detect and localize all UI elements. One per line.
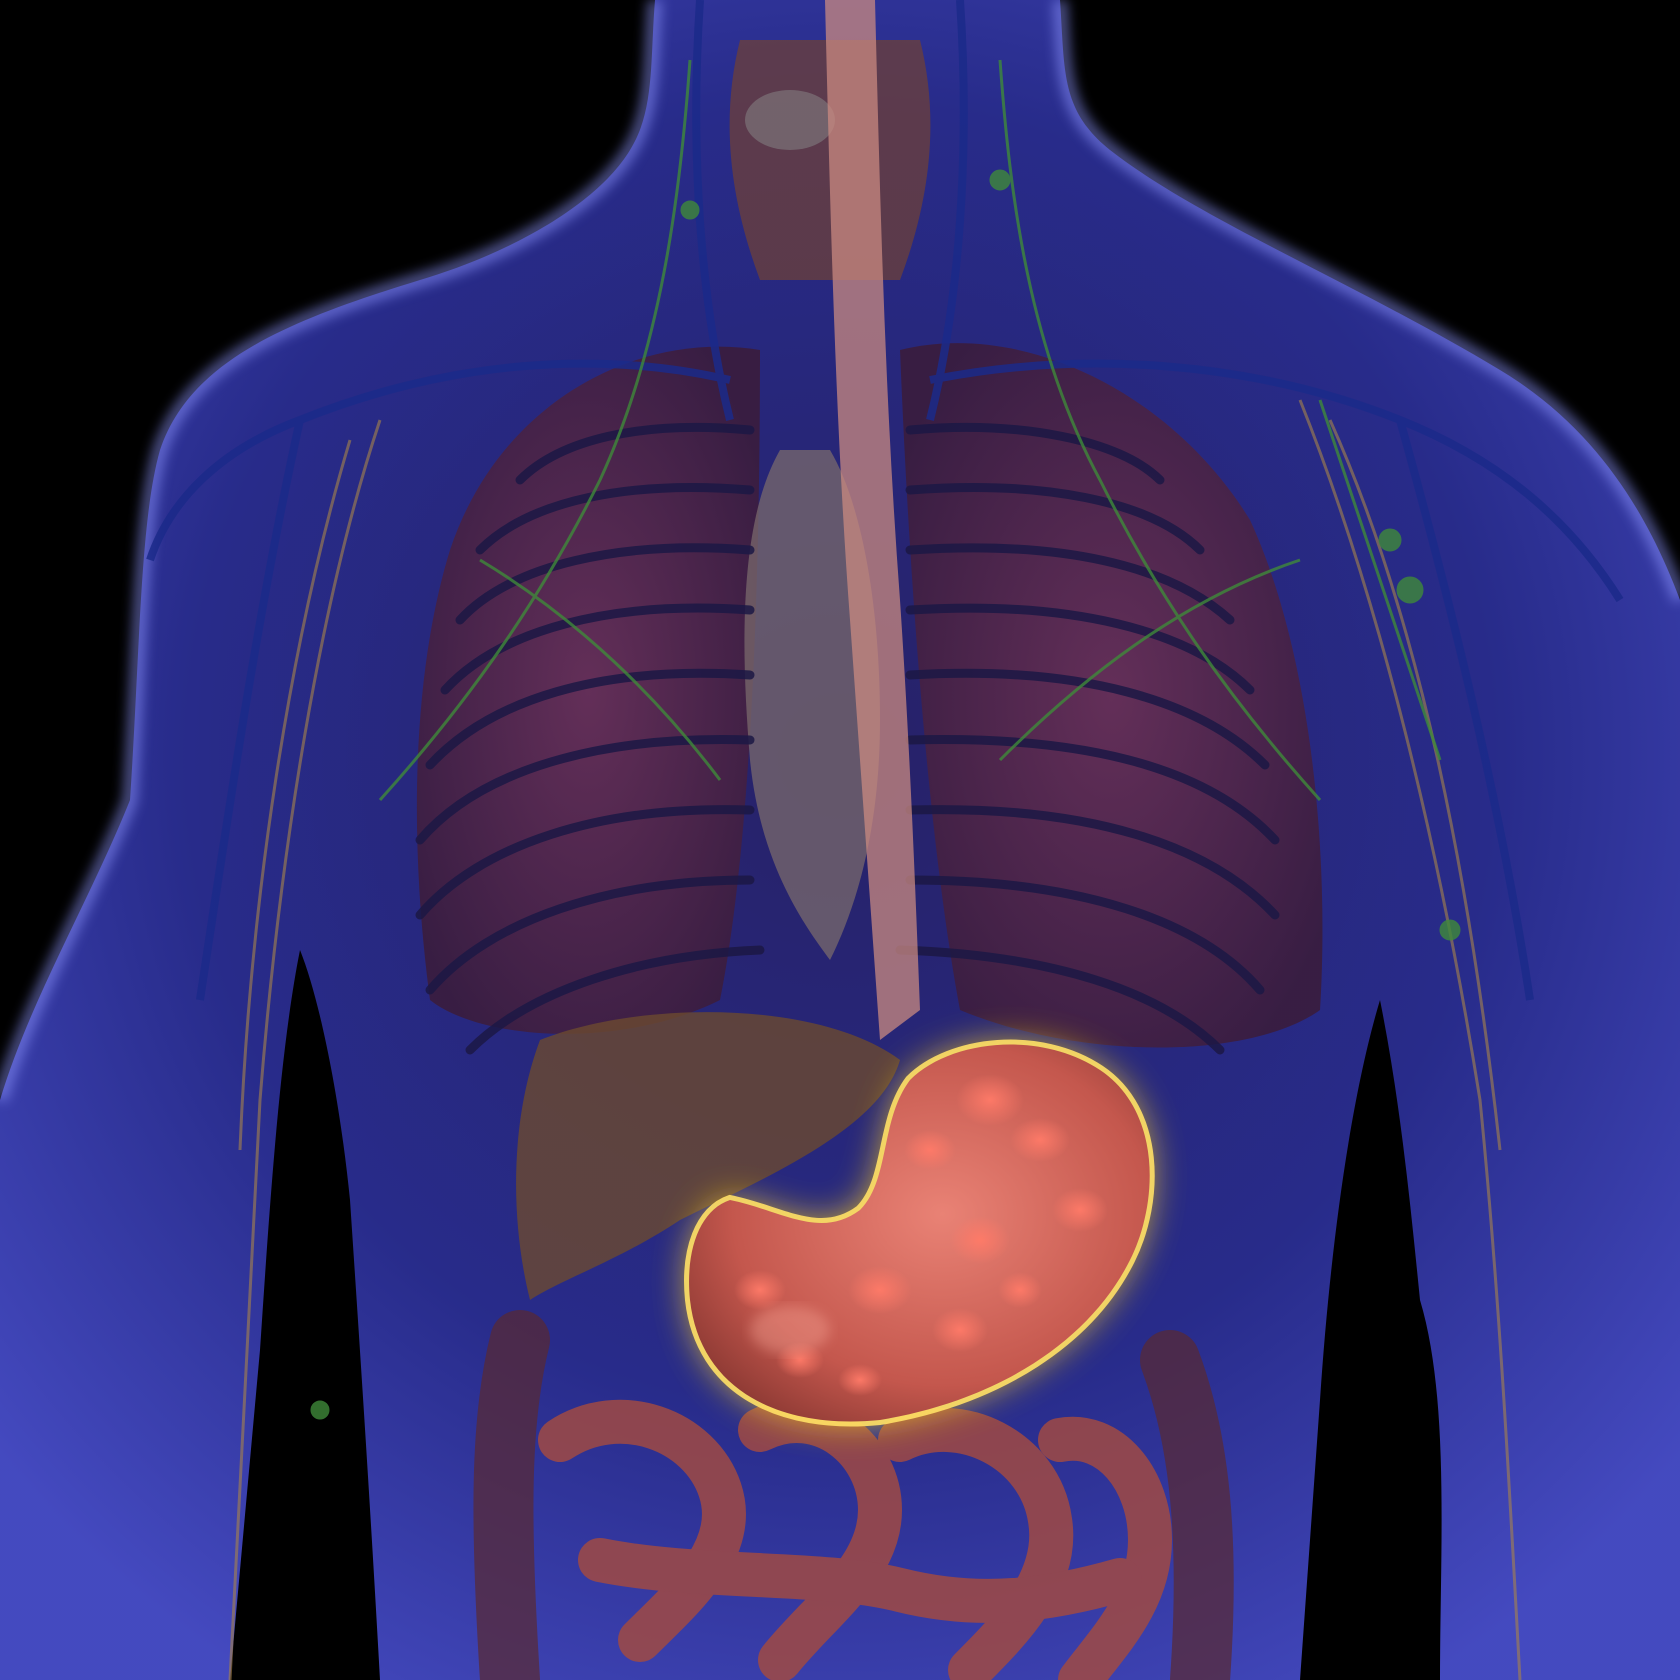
stomach-highlight: [750, 1306, 830, 1354]
thyroid: [745, 90, 835, 150]
